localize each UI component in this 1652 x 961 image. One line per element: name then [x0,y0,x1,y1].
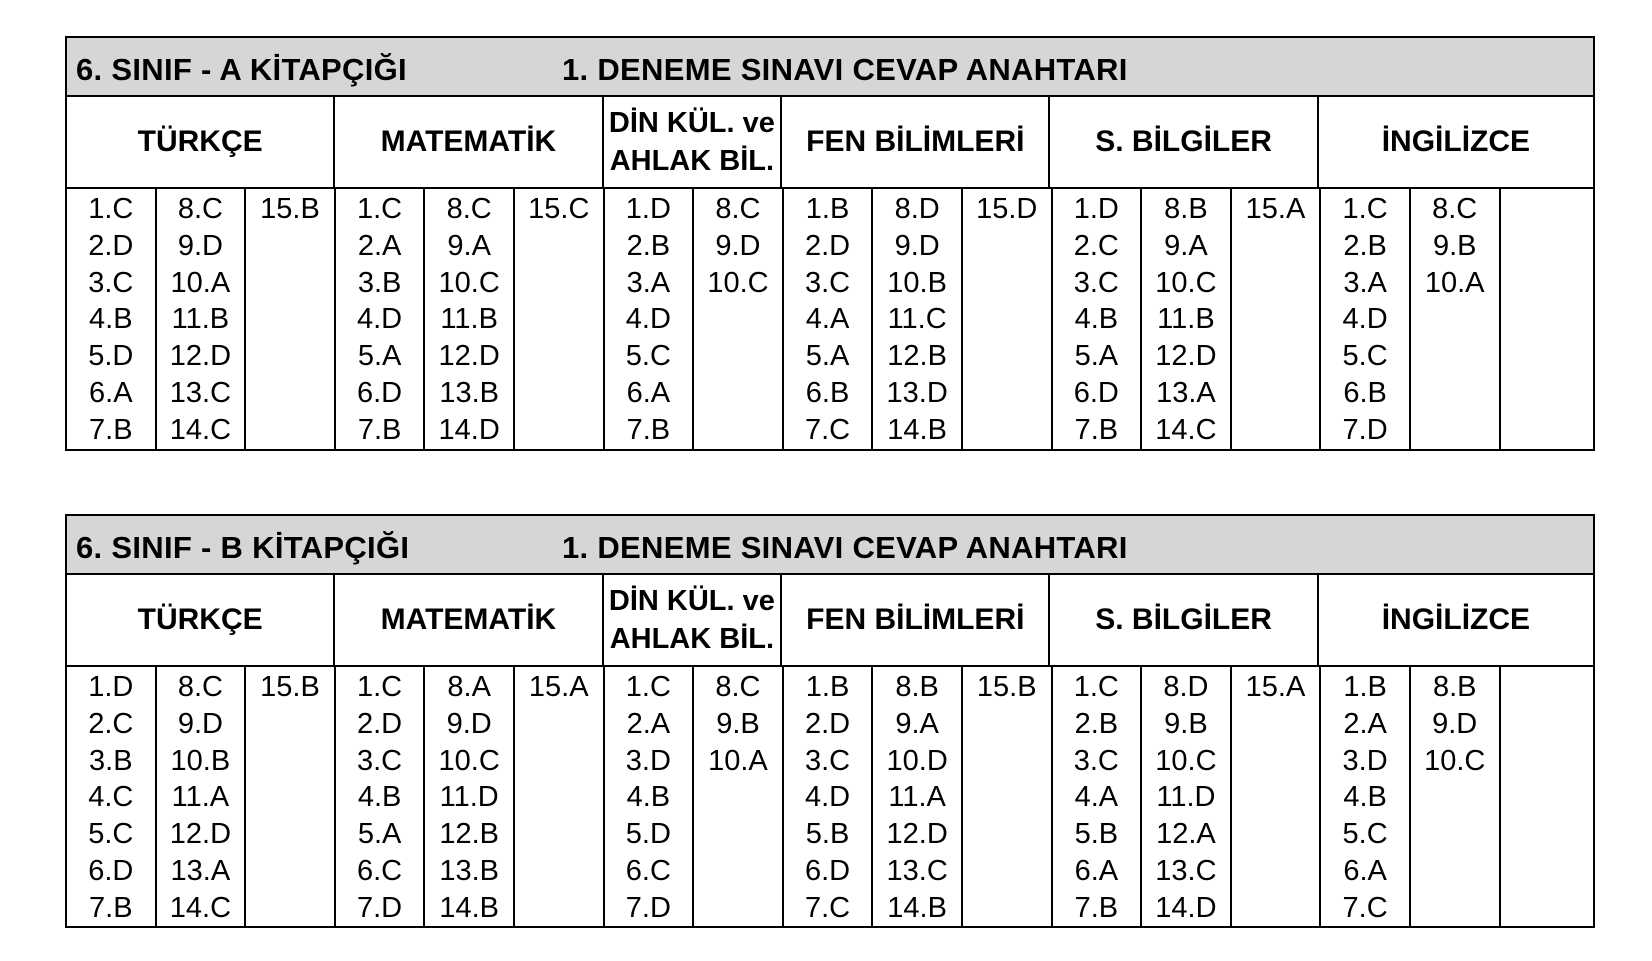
answer-cell: 3.C [804,266,851,299]
answer-cell: 14.C [169,891,232,924]
answer-column [1142,189,1232,449]
answer-cell: 11.B [440,303,498,336]
answer-cell: 6.D [804,854,851,887]
answer-cell: 9.A [1164,229,1208,262]
answer-cell: 15.B [260,193,320,225]
answer-column [425,667,515,927]
answer-cell: 4.B [89,303,133,336]
subject-header-row [67,97,1593,189]
answer-cell: 14.C [169,413,232,446]
answer-cell: 8.C [715,671,761,703]
answer-cell: 2.D [804,229,851,262]
answer-cell: 13.C [169,376,232,409]
answer-cell: 11.A [171,781,230,814]
answer-cell: 10.A [170,266,231,299]
answer-column [694,189,784,449]
answer-cell: 14.B [887,891,947,924]
answer-cell: 10.D [886,744,948,777]
answer-cell: 2.A [357,229,402,262]
title-bar [67,516,1593,575]
answer-cell: 14.D [1155,891,1217,924]
answer-cell: 6.A [1343,854,1387,887]
answer-cell: 1.C [1073,671,1119,703]
answer-cell: 1.B [805,193,850,225]
answer-column [605,189,695,449]
answer-cell: 1.C [357,193,403,225]
answer-cell: 1.C [625,671,671,703]
answer-cell: 8.C [1432,193,1478,225]
answer-cell: 6.A [1074,854,1119,887]
answer-column [694,667,784,927]
answer-cell: 2.B [626,229,671,262]
answer-cell: 7.D [357,891,403,924]
answer-key-a [65,36,1595,451]
answer-cell: 8.D [894,193,940,225]
answer-cell: 8.C [177,671,223,703]
answer-cell: 2.D [804,707,851,740]
answer-cell: 6.C [357,854,403,887]
answer-cell: 5.D [625,818,671,851]
answer-cell: 10.A [1424,266,1485,299]
answer-cell: 4.A [1074,781,1119,814]
answer-column [1411,667,1501,927]
answer-cell: 4.B [626,781,671,814]
answer-cell: 10.C [1155,744,1217,777]
answer-cell: 4.D [804,781,851,814]
subject-header-di-n-kul-ve-ahlak-bi-l: DİN KÜL. ve AHLAK BİL. [604,575,783,665]
answer-cell: 3.B [357,266,402,299]
answer-column [1501,189,1591,449]
booklet-title: 6. SINIF - B KİTAPÇIĞI [76,530,410,565]
answer-cell: 15.A [1245,193,1306,225]
answer-column [873,667,963,927]
answer-column [1232,667,1322,927]
answers-row [67,667,1593,927]
answer-cell: 2.A [626,707,671,740]
answer-cell: 9.D [894,229,940,262]
answer-cell: 15.A [1245,671,1306,703]
title-bar [67,38,1593,97]
answer-cell: 12.D [1155,340,1217,373]
answer-cell: 11.A [888,781,946,814]
answer-cell: 6.C [625,854,671,887]
answer-cell: 8.C [715,193,761,225]
answer-cell: 5.B [805,818,850,851]
exam-title: 1. DENEME SINAVI CEVAP ANAHTARI [562,52,1128,87]
answer-cell: 1.B [805,671,850,703]
answer-cell: 12.B [439,818,499,851]
answer-cell: 3.C [88,266,134,299]
answer-cell: 8.B [895,671,939,703]
subject-header-turkce: TÜRKÇE [67,97,335,187]
answer-cell: 4.D [1342,303,1388,336]
subject-header-matemati-k: MATEMATİK [335,575,603,665]
answer-column [1053,189,1143,449]
answer-cell: 6.A [89,376,133,409]
answer-cell: 9.B [716,707,760,740]
answer-cell: 2.D [88,229,134,262]
answer-cell: 4.B [1074,303,1119,336]
subject-header-fen-bi-li-mleri: FEN BİLİMLERİ [782,575,1050,665]
answer-cell: 13.B [439,854,499,887]
answer-cell: 5.C [1342,818,1388,851]
answer-column [1053,667,1143,927]
subject-header-i-ngi-li-zce: İNGİLİZCE [1381,125,1531,158]
answer-column [67,667,157,927]
answer-cell: 12.D [886,818,948,851]
subject-header-matemati-k: MATEMATİK [335,97,603,187]
answer-column [784,189,874,449]
answer-cell: 5.A [805,340,850,373]
subject-header-s-bi-lgi-ler: S. BİLGİLER [1050,575,1318,665]
subject-header-row [67,575,1593,667]
answer-cell: 15.A [528,671,589,703]
answer-cell: 7.D [625,891,671,924]
answer-key-b [65,514,1595,928]
answer-cell: 11.D [439,781,499,814]
subject-header-s-bi-lgi-ler: S. BİLGİLER [1050,97,1318,187]
answer-cell: 2.D [357,707,403,740]
answer-cell: 6.D [88,854,134,887]
answer-cell: 15.D [976,193,1038,225]
answer-column [1321,189,1411,449]
answer-cell: 8.B [1164,193,1208,225]
answer-cell: 12.D [169,818,232,851]
answer-cell: 8.D [1163,671,1209,703]
answer-cell: 12.D [169,340,232,373]
answer-cell: 7.B [89,413,133,446]
answer-cell: 13.B [439,376,499,409]
answer-cell: 3.A [1343,266,1387,299]
answer-cell: 6.D [1073,376,1119,409]
subject-header-di-n-kul-ve-ahlak-bi-l: DİN KÜL. ve AHLAK BİL. [604,97,783,187]
answer-cell: 7.B [626,413,671,446]
answer-column [963,667,1053,927]
answer-cell: 3.C [1073,744,1119,777]
answer-cell: 1.D [1073,193,1119,225]
answer-cell: 10.C [438,744,500,777]
answer-cell: 9.B [1164,707,1208,740]
answer-column [425,189,515,449]
answer-cell: 7.B [89,891,133,924]
answer-column [605,667,695,927]
answer-cell: 9.D [715,229,761,262]
answer-cell: 6.A [626,376,671,409]
answer-cell: 3.C [357,744,403,777]
answer-column [246,189,336,449]
answer-column [1411,189,1501,449]
answer-cell: 15.B [976,671,1037,703]
answer-cell: 13.A [1156,376,1216,409]
answer-cell: 9.A [447,229,491,262]
answer-cell: 5.A [357,340,402,373]
answer-cell: 7.B [357,413,402,446]
answer-cell: 1.C [1342,193,1388,225]
answer-cell: 14.D [438,413,500,446]
answer-cell: 2.C [88,707,134,740]
answer-cell: 4.D [625,303,671,336]
answer-column [246,667,336,927]
answer-cell: 5.A [357,818,402,851]
answer-column [336,189,426,449]
answer-cell: 5.D [88,340,134,373]
answer-cell: 15.B [260,671,320,703]
answer-cell: 7.C [804,413,851,446]
answer-column [515,667,605,927]
answer-cell: 5.C [1342,340,1388,373]
answer-cell: 10.C [438,266,500,299]
answer-cell: 6.B [805,376,850,409]
answer-cell: 6.D [357,376,403,409]
answer-cell: 14.B [439,891,499,924]
answer-cell: 10.C [707,266,769,299]
answer-cell: 8.C [177,193,223,225]
answer-cell: 11.D [1156,781,1216,814]
answer-cell: 14.C [1155,413,1217,446]
subject-header-i-ngi-li-zce: İNGİLİZCE [1381,603,1531,636]
answer-column [1142,667,1232,927]
answer-column [784,667,874,927]
answer-cell: 12.D [438,340,500,373]
booklet-title: 6. SINIF - A KİTAPÇIĞI [76,52,407,87]
answer-cell: 3.C [804,744,851,777]
answer-cell: 2.A [1343,707,1387,740]
answer-cell: 1.D [625,193,671,225]
answer-cell: 9.D [177,707,223,740]
answer-cell: 3.B [89,744,133,777]
answer-cell: 1.C [88,193,134,225]
answer-cell: 8.B [1432,671,1477,703]
answer-cell: 10.C [1424,744,1486,777]
answer-cell: 9.B [1432,229,1477,262]
answer-cell: 3.D [625,744,671,777]
answer-cell: 2.C [1073,229,1119,262]
answer-column [873,189,963,449]
answer-cell: 7.C [804,891,851,924]
answer-column [1501,667,1591,927]
answer-cell: 4.A [805,303,850,336]
answer-cell: 11.B [171,303,230,336]
answer-cell: 3.A [626,266,671,299]
answer-cell: 13.A [170,854,231,887]
answer-cell: 1.B [1343,671,1387,703]
answer-cell: 9.A [895,707,939,740]
answer-column [336,667,426,927]
answer-column [1321,667,1411,927]
answer-cell: 2.B [1074,707,1119,740]
answer-column [1232,189,1322,449]
answer-cell: 4.B [357,781,402,814]
answer-cell: 15.C [528,193,590,225]
answer-cell: 6.B [1343,376,1387,409]
answer-cell: 9.D [177,229,223,262]
answer-cell: 7.D [1342,413,1388,446]
answer-cell: 10.B [887,266,947,299]
answer-cell: 10.A [708,744,768,777]
subject-header-turkce: TÜRKÇE [67,575,335,665]
answer-cell: 10.B [170,744,231,777]
answer-cell: 5.C [625,340,671,373]
answer-cell: 5.B [1074,818,1119,851]
answer-cell: 13.C [1155,854,1217,887]
answer-cell: 9.D [446,707,492,740]
answer-cell: 12.A [1156,818,1216,851]
answer-cell: 2.B [1343,229,1387,262]
answer-cell: 14.B [887,413,947,446]
answer-cell: 3.C [1073,266,1119,299]
answer-cell: 7.B [1074,413,1119,446]
answer-cell: 13.C [886,854,948,887]
answer-column [67,189,157,449]
answers-row [67,189,1593,449]
answer-cell: 10.C [1155,266,1217,299]
answer-cell: 11.C [887,303,947,336]
answer-cell: 5.C [88,818,134,851]
answer-cell: 3.D [1342,744,1388,777]
answer-cell: 4.C [88,781,134,814]
answer-column [963,189,1053,449]
answer-cell: 4.B [1343,781,1387,814]
exam-title: 1. DENEME SINAVI CEVAP ANAHTARI [562,530,1128,565]
answer-column [157,667,247,927]
answer-cell: 8.C [446,193,492,225]
answer-cell: 1.C [357,671,403,703]
answer-column [157,189,247,449]
answer-cell: 1.D [88,671,134,703]
answer-cell: 12.B [887,340,947,373]
answer-cell: 11.B [1157,303,1215,336]
answer-cell: 13.D [886,376,948,409]
answer-cell: 7.B [1074,891,1119,924]
answer-cell: 7.C [1342,891,1388,924]
answer-cell: 9.D [1432,707,1478,740]
answer-cell: 8.A [447,671,491,703]
answer-cell: 4.D [357,303,403,336]
subject-header-fen-bi-li-mleri: FEN BİLİMLERİ [782,97,1050,187]
answer-column [515,189,605,449]
answer-cell: 5.A [1074,340,1119,373]
